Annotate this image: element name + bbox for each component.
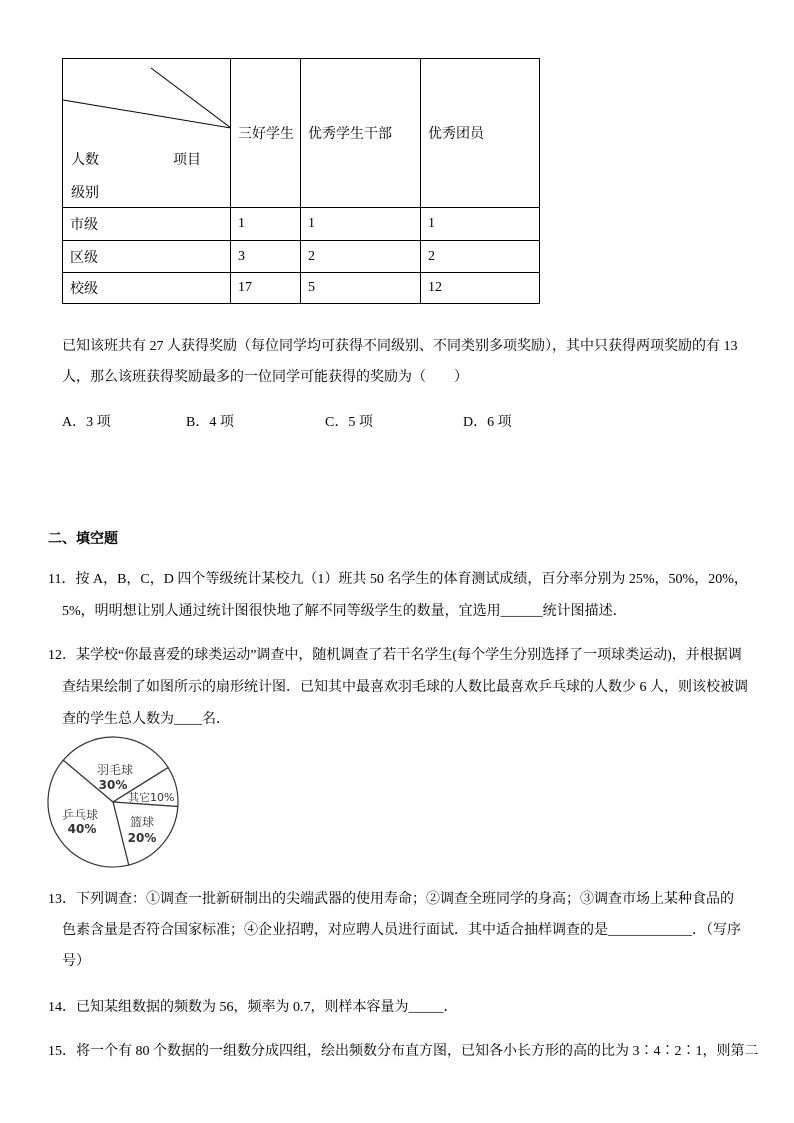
column-header-merit-student: 三好学生 — [231, 59, 301, 208]
table-row — [63, 273, 540, 304]
corner-level-label: 级别 — [71, 186, 99, 201]
row-level-label: 市级 — [63, 208, 231, 241]
column-header-league-member: 优秀团员 — [421, 59, 540, 208]
table-cell: 1 — [301, 208, 421, 241]
q10-option-c: C．5 项 — [325, 415, 373, 430]
q11-text-line-2: 5%，明明想让别人通过统计图很快地了解不同等级学生的数量，宜选用______统计图描述． — [62, 604, 627, 619]
pie-label-badminton: 羽毛球 — [96, 763, 134, 777]
diagonal-line-upper — [151, 68, 231, 128]
table-corner-cell — [63, 59, 231, 208]
pie-value-basketball: 20% — [127, 831, 157, 845]
row-level-label: 区级 — [63, 241, 231, 273]
corner-item-label: 项目 — [173, 153, 201, 168]
table-row — [63, 241, 540, 273]
pie-value-table-tennis: 40% — [67, 822, 97, 836]
q15-text-line-1: 15．将一个有 80 个数据的一组数分成四组，绘出频数分布直方图，已知各小长方形的高的比为 3∶4∶2∶1，则第二 — [48, 1044, 759, 1059]
table-cell: 17 — [231, 273, 301, 304]
q10-option-a: A．3 项 — [62, 415, 111, 430]
q13-text-line-2: 色素含量是否符合国家标准；④企业招聘，对应聘人员进行面试．其中适合抽样调查的是____________．（写序 — [62, 923, 741, 938]
q12-text-line-3: 查的学生总人数为____名． — [62, 712, 230, 727]
pie-label-basketball: 篮球 — [129, 815, 155, 829]
corner-count-label: 人数 — [71, 153, 99, 168]
q10-text-line-1: 已知该班共有 27 人获得奖励（每位同学均可获得不同级别、不同类别多项奖励），其中只获得两项奖励的有 13 — [62, 339, 738, 354]
sports-pie-chart — [40, 730, 190, 875]
table-cell: 5 — [301, 273, 421, 304]
q12-text-line-2: 查结果绘制了如图所示的扇形统计图．已知其中最喜欢羽毛球的人数比最喜欢乒乓球的人数少 6 人，则该校被调 — [62, 680, 748, 695]
pie-label-other: 其它 — [128, 791, 150, 804]
table-cell: 2 — [421, 241, 540, 273]
diagonal-line-lower — [63, 100, 231, 128]
q10-text-line-2: 人，那么该班获得奖励最多的一位同学可能获得的奖励为（ ） — [62, 370, 468, 385]
pie-value-badminton: 30% — [98, 778, 128, 792]
section-title-fill-in: 二、填空题 — [48, 532, 118, 547]
awards-table — [62, 58, 540, 304]
pie-label-table-tennis: 乒乓球 — [61, 808, 99, 822]
table-header-row — [63, 59, 540, 208]
table-cell: 1 — [231, 208, 301, 241]
q13-text-line-3: 号） — [62, 954, 90, 969]
q12-text-line-1: 12．某学校“你最喜爱的球类运动”调查中，随机调查了若干名学生(每个学生分别选择了一项球类运动)，并根据调 — [48, 648, 742, 663]
pie-value-other: 10% — [150, 791, 175, 804]
table-cell: 2 — [301, 241, 421, 273]
corner-box — [63, 59, 231, 207]
table-cell: 1 — [421, 208, 540, 241]
q10-option-b: B．4 项 — [186, 415, 234, 430]
q11-text-line-1: 11．按 A，B，C，D 四个等级统计某校九（1）班共 50 名学生的体育测试成绩，百分率分别为 25%，50%，20%， — [48, 572, 748, 587]
q10-option-d: D．6 项 — [463, 415, 512, 430]
q14-text: 14．已知某组数据的频数为 56，频率为 0.7，则样本容量为_____． — [48, 1000, 458, 1015]
table-cell: 3 — [231, 241, 301, 273]
table-row — [63, 208, 540, 241]
row-level-label: 校级 — [63, 273, 231, 304]
table-cell: 12 — [421, 273, 540, 304]
column-header-student-cadre: 优秀学生干部 — [301, 59, 421, 208]
pie-label-other-group — [128, 791, 174, 804]
q13-text-line-1: 13．下列调查：①调查一批新研制出的尖端武器的使用寿命；②调查全班同学的身高；③调查市场上某种食品的 — [48, 892, 734, 907]
